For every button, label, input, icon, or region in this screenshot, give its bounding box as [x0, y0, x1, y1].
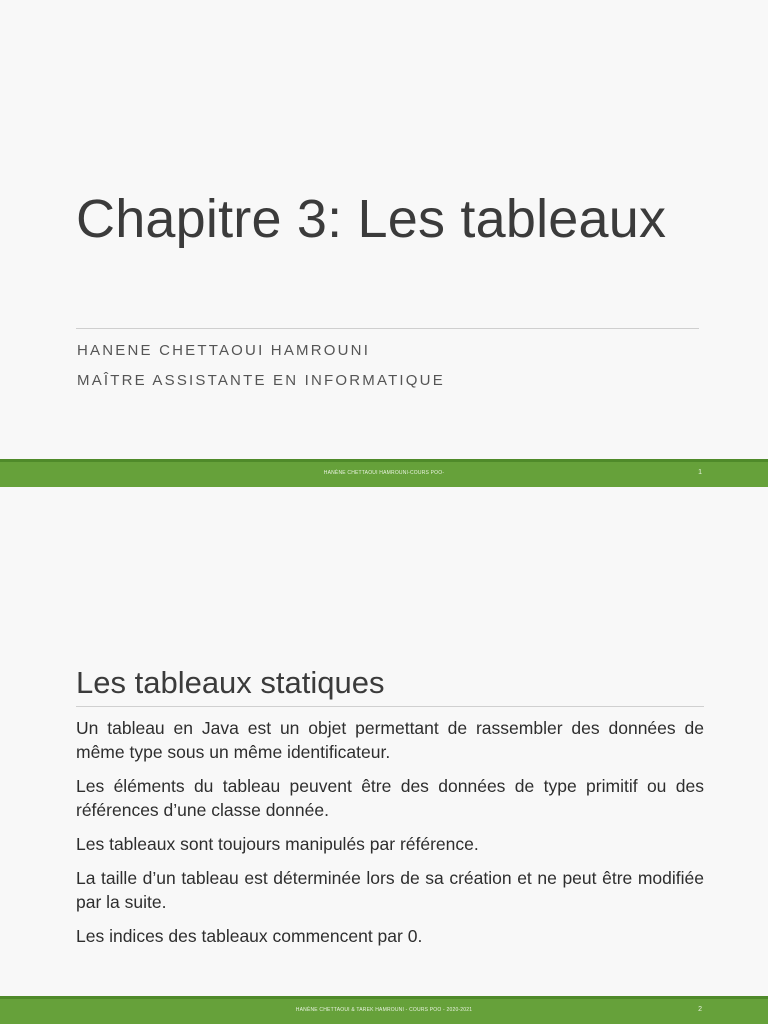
slide-body	[76, 716, 704, 958]
heading-divider	[76, 706, 704, 707]
body-paragraph: Les éléments du tableau peuvent être des données de type primitif ou des références d’une classe donnée.	[76, 776, 704, 820]
slide-1	[0, 0, 768, 490]
title-divider	[76, 328, 699, 329]
slide-footer	[0, 996, 768, 1024]
body-paragraph: Les tableaux sont toujours manipulés par référence.	[76, 834, 479, 854]
footer-text: HANÈNE CHETTAOUI & TAREK HAMROUNI - COURS POO - 2020-2021	[295, 1007, 473, 1013]
slide-2	[0, 490, 768, 1024]
body-paragraph: Les indices des tableaux commencent par 0.	[76, 926, 423, 946]
page-number: 1	[698, 469, 702, 476]
footer-text: HANÈNE CHETTAOUI HAMROUNI-COURS POO-	[323, 470, 445, 476]
slide-footer	[0, 459, 768, 487]
slide-title: Chapitre 3: Les tableaux	[76, 189, 667, 249]
body-paragraph: Un tableau en Java est un objet permettant de rassembler des données de même type sous un même identificateur.	[76, 718, 704, 762]
page-number: 2	[698, 1006, 702, 1013]
author-role: MAÎTRE ASSISTANTE EN INFORMATIQUE	[77, 372, 445, 389]
body-paragraph: La taille d’un tableau est déterminée lors de sa création et ne peut être modifiée par la suite.	[76, 868, 704, 912]
section-heading: Les tableaux statiques	[76, 665, 385, 700]
author-name: HANENE CHETTAOUI HAMROUNI	[77, 342, 371, 359]
